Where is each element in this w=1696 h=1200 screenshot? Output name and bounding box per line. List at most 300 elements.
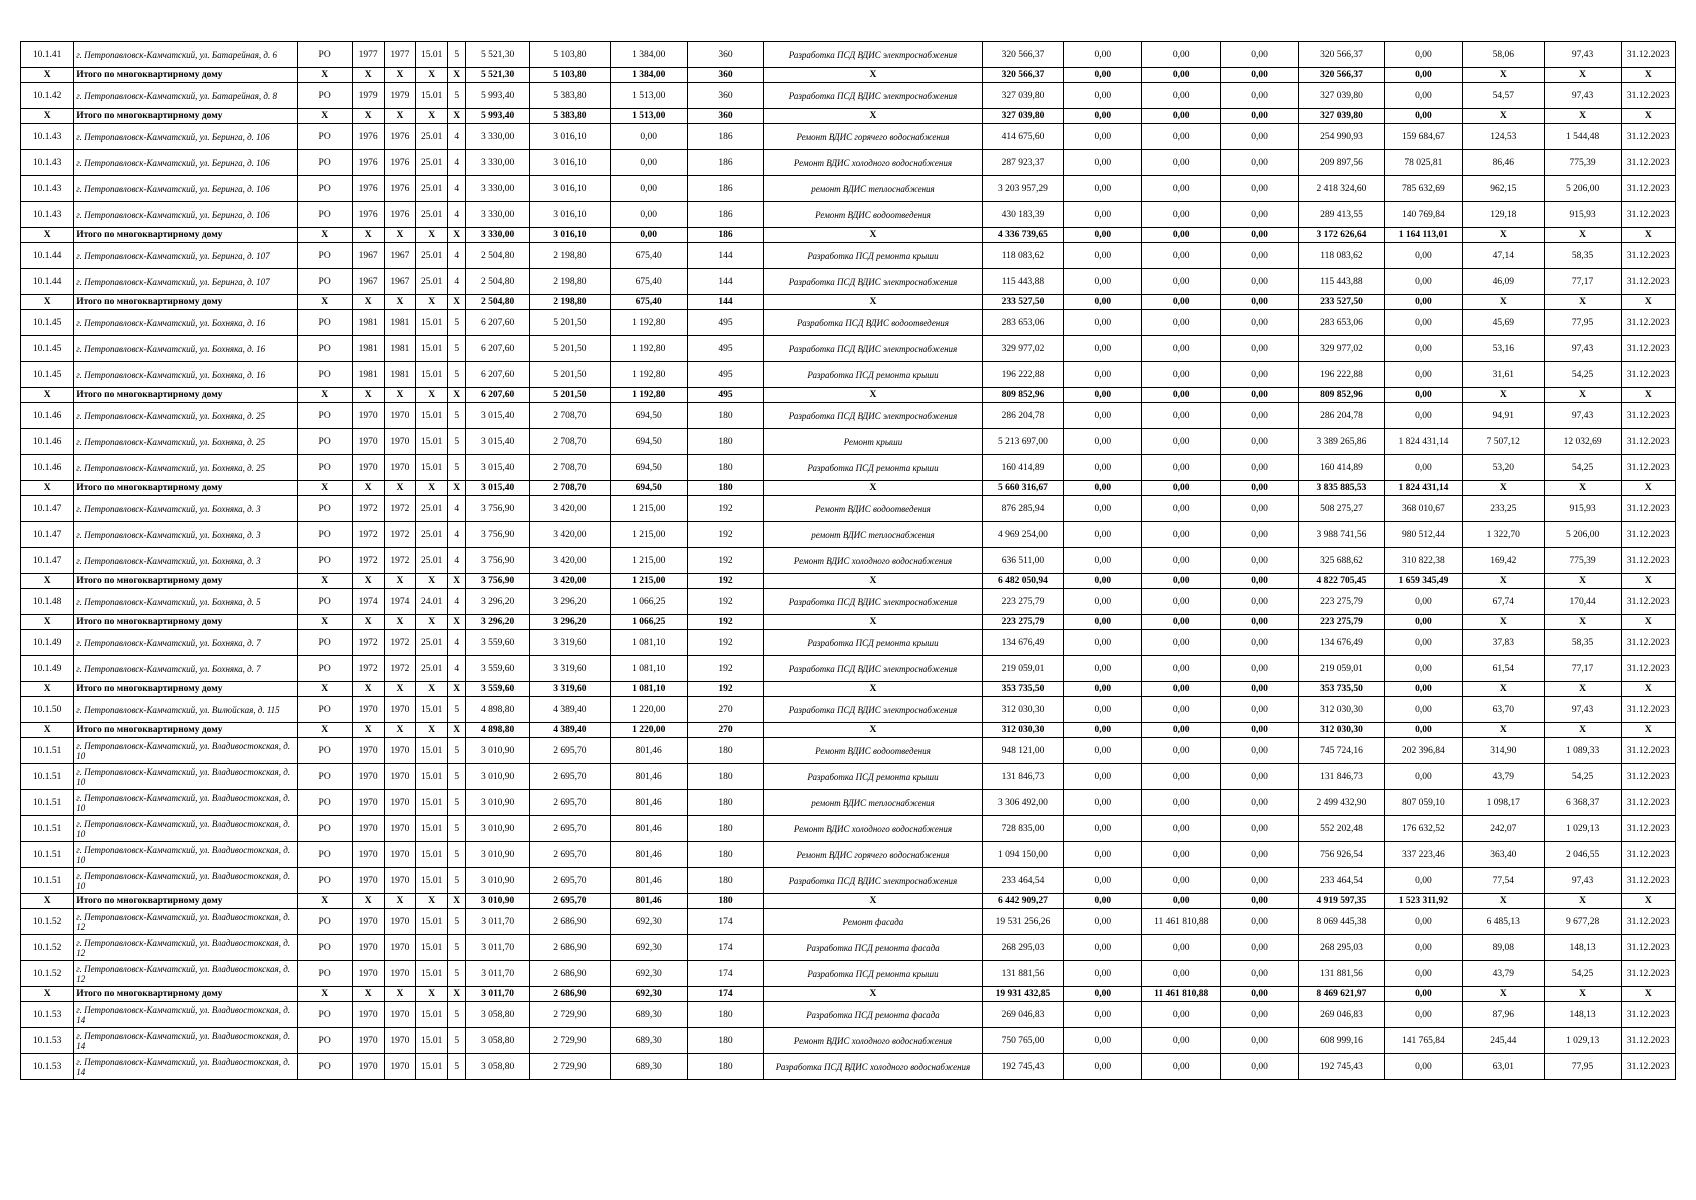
floors-cell: 4	[448, 150, 466, 176]
residents-cell: 360	[687, 109, 764, 124]
build-year-cell: 1972	[352, 496, 384, 522]
max-unit-cost-cell: 915,93	[1544, 202, 1621, 228]
total-area-cell: 3 010,90	[466, 894, 529, 909]
total-cost-cell: 19 531 256,26	[982, 909, 1064, 935]
floors-cell: 5	[448, 336, 466, 362]
owners-funds-cell: 327 039,80	[1298, 109, 1384, 124]
x-mark-cell: X	[448, 109, 466, 124]
residents-cell: 174	[687, 961, 764, 987]
owners-funds-cell: 4 919 597,35	[1298, 894, 1384, 909]
other-funds-cell: 0,00	[1384, 589, 1462, 615]
max-unit-cost-cell: 1 029,13	[1544, 1028, 1621, 1054]
living-area-cell: 2 198,80	[529, 269, 610, 295]
total-cost-cell: 268 295,03	[982, 935, 1064, 961]
fund-regional-cell: 0,00	[1142, 124, 1221, 150]
living-area-cell: 2 695,70	[529, 738, 610, 764]
address-cell: г. Петропавловск-Камчатский, ул. Бохняка, д. 3	[74, 548, 297, 574]
x-mark-cell: X	[764, 987, 982, 1002]
other-funds-cell: 0,00	[1384, 295, 1462, 310]
other-funds-cell: 141 765,84	[1384, 1028, 1462, 1054]
other-funds-cell: 0,00	[1384, 697, 1462, 723]
fund-local-cell: 0,00	[1221, 909, 1299, 935]
x-mark-cell: X	[384, 615, 416, 630]
commission-year-cell: 1970	[384, 909, 416, 935]
residents-cell: 360	[687, 83, 764, 109]
owners-funds-cell: 312 030,30	[1298, 697, 1384, 723]
residents-cell: 192	[687, 496, 764, 522]
total-area-cell: 3 559,60	[466, 682, 529, 697]
commission-year-cell: 1976	[384, 150, 416, 176]
work-type-cell: Разработка ПСД ВДИС электроснабжения	[764, 656, 982, 682]
unit-cost-cell: 962,15	[1462, 176, 1544, 202]
total-label-cell: Итого по многоквартирному дому	[74, 228, 297, 243]
fund-regional-cell: 0,00	[1142, 481, 1221, 496]
unit-cost-cell: 77,54	[1462, 868, 1544, 894]
address-cell: г. Петропавловск-Камчатский, ул. Беринга, д. 106	[74, 150, 297, 176]
row-number-cell: 10.1.44	[21, 269, 74, 295]
fund-federal-cell: 0,00	[1064, 481, 1142, 496]
address-cell: г. Петропавловск-Камчатский, ул. Бохняка, д. 16	[74, 310, 297, 336]
table-row	[21, 738, 1676, 764]
address-cell: г. Петропавловск-Камчатский, ул. Бохняка, д. 5	[74, 589, 297, 615]
owners-funds-cell: 131 881,56	[1298, 961, 1384, 987]
fund-federal-cell: 0,00	[1064, 83, 1142, 109]
unit-cost-cell: 1 098,17	[1462, 790, 1544, 816]
total-cost-cell: 192 745,43	[982, 1054, 1064, 1080]
fund-regional-cell: 0,00	[1142, 574, 1221, 589]
organization-cell: РО	[297, 124, 352, 150]
unit-cost-cell: 31,61	[1462, 362, 1544, 388]
owners-funds-cell: 254 990,93	[1298, 124, 1384, 150]
x-mark-cell: X	[416, 894, 448, 909]
register-grid	[20, 41, 1676, 1080]
row-number-cell: 10.1.53	[21, 1028, 74, 1054]
row-number-cell: 10.1.52	[21, 961, 74, 987]
total-cost-cell: 223 275,79	[982, 615, 1064, 630]
max-unit-cost-cell: 5 206,00	[1544, 176, 1621, 202]
deadline-cell: 31.12.2023	[1621, 150, 1675, 176]
max-unit-cost-cell: 148,13	[1544, 935, 1621, 961]
organization-cell: РО	[297, 362, 352, 388]
unit-cost-cell: 7 507,12	[1462, 429, 1544, 455]
deadline-cell: 31.12.2023	[1621, 842, 1675, 868]
x-mark-cell: X	[764, 295, 982, 310]
floors-cell: 4	[448, 243, 466, 269]
residents-cell: 180	[687, 764, 764, 790]
living-area-cell: 5 383,80	[529, 109, 610, 124]
total-area-cell: 3 756,90	[466, 574, 529, 589]
wall-material-cell: 25.01	[416, 522, 448, 548]
living-area-cell: 5 103,80	[529, 68, 610, 83]
fund-regional-cell: 0,00	[1142, 243, 1221, 269]
row-number-cell: 10.1.46	[21, 429, 74, 455]
x-mark-cell: X	[1462, 682, 1544, 697]
x-mark-cell: X	[1462, 723, 1544, 738]
organization-cell: РО	[297, 336, 352, 362]
organization-cell: РО	[297, 1028, 352, 1054]
x-mark-cell: X	[1462, 295, 1544, 310]
deadline-cell: 31.12.2023	[1621, 1028, 1675, 1054]
other-funds-cell: 159 684,67	[1384, 124, 1462, 150]
address-cell: г. Петропавловск-Камчатский, ул. Бохняка, д. 7	[74, 630, 297, 656]
commission-year-cell: 1970	[384, 1028, 416, 1054]
x-mark-cell: X	[21, 481, 74, 496]
living-area-cell: 2 695,70	[529, 764, 610, 790]
total-area-cell: 4 898,80	[466, 697, 529, 723]
build-year-cell: 1979	[352, 83, 384, 109]
floors-cell: 5	[448, 868, 466, 894]
wall-material-cell: 25.01	[416, 656, 448, 682]
common-area-cell: 801,46	[610, 842, 687, 868]
x-mark-cell: X	[384, 987, 416, 1002]
organization-cell: РО	[297, 548, 352, 574]
address-cell: г. Петропавловск-Камчатский, ул. Владивостокская, д. 10	[74, 842, 297, 868]
organization-cell: РО	[297, 630, 352, 656]
work-type-cell: Ремонт фасада	[764, 909, 982, 935]
capital-repair-register-table	[20, 41, 1676, 1080]
total-area-cell: 3 756,90	[466, 548, 529, 574]
total-area-cell: 3 330,00	[466, 202, 529, 228]
residents-cell: 495	[687, 310, 764, 336]
work-type-cell: Разработка ПСД ВДИС электроснабжения	[764, 868, 982, 894]
address-cell: г. Петропавловск-Камчатский, ул. Владивостокская, д. 10	[74, 790, 297, 816]
x-mark-cell: X	[297, 615, 352, 630]
floors-cell: 5	[448, 961, 466, 987]
owners-funds-cell: 131 846,73	[1298, 764, 1384, 790]
common-area-cell: 675,40	[610, 269, 687, 295]
x-mark-cell: X	[21, 615, 74, 630]
owners-funds-cell: 223 275,79	[1298, 589, 1384, 615]
organization-cell: РО	[297, 150, 352, 176]
total-area-cell: 3 015,40	[466, 429, 529, 455]
fund-local-cell: 0,00	[1221, 574, 1299, 589]
fund-federal-cell: 0,00	[1064, 656, 1142, 682]
x-mark-cell: X	[416, 388, 448, 403]
total-cost-cell: 269 046,83	[982, 1002, 1064, 1028]
x-mark-cell: X	[297, 894, 352, 909]
residents-cell: 144	[687, 295, 764, 310]
fund-federal-cell: 0,00	[1064, 894, 1142, 909]
total-area-cell: 3 011,70	[466, 987, 529, 1002]
table-row	[21, 697, 1676, 723]
fund-regional-cell: 0,00	[1142, 202, 1221, 228]
deadline-cell: 31.12.2023	[1621, 697, 1675, 723]
fund-local-cell: 0,00	[1221, 738, 1299, 764]
x-mark-cell: X	[21, 574, 74, 589]
max-unit-cost-cell: 148,13	[1544, 1002, 1621, 1028]
commission-year-cell: 1970	[384, 790, 416, 816]
total-area-cell: 6 207,60	[466, 388, 529, 403]
total-label-cell: Итого по многоквартирному дому	[74, 388, 297, 403]
deadline-cell: 31.12.2023	[1621, 868, 1675, 894]
build-year-cell: 1970	[352, 697, 384, 723]
total-cost-cell: 5 213 697,00	[982, 429, 1064, 455]
fund-regional-cell: 0,00	[1142, 630, 1221, 656]
x-mark-cell: X	[764, 723, 982, 738]
floors-cell: 5	[448, 816, 466, 842]
x-mark-cell: X	[764, 109, 982, 124]
deadline-cell: 31.12.2023	[1621, 202, 1675, 228]
x-mark-cell: X	[448, 295, 466, 310]
owners-funds-cell: 353 735,50	[1298, 682, 1384, 697]
fund-regional-cell: 0,00	[1142, 1002, 1221, 1028]
max-unit-cost-cell: 5 206,00	[1544, 522, 1621, 548]
work-type-cell: Ремонт ВДИС горячего водоснабжения	[764, 124, 982, 150]
fund-regional-cell: 0,00	[1142, 429, 1221, 455]
organization-cell: РО	[297, 310, 352, 336]
build-year-cell: 1970	[352, 1002, 384, 1028]
owners-funds-cell: 289 413,55	[1298, 202, 1384, 228]
x-mark-cell: X	[1544, 723, 1621, 738]
owners-funds-cell: 320 566,37	[1298, 68, 1384, 83]
fund-federal-cell: 0,00	[1064, 336, 1142, 362]
living-area-cell: 4 389,40	[529, 697, 610, 723]
fund-federal-cell: 0,00	[1064, 738, 1142, 764]
total-cost-cell: 286 204,78	[982, 403, 1064, 429]
row-number-cell: 10.1.49	[21, 630, 74, 656]
max-unit-cost-cell: 54,25	[1544, 362, 1621, 388]
x-mark-cell: X	[1462, 228, 1544, 243]
common-area-cell: 1 192,80	[610, 310, 687, 336]
row-number-cell: 10.1.51	[21, 738, 74, 764]
total-cost-cell: 750 765,00	[982, 1028, 1064, 1054]
common-area-cell: 1 513,00	[610, 109, 687, 124]
total-label-cell: Итого по многоквартирному дому	[74, 894, 297, 909]
max-unit-cost-cell: 97,43	[1544, 42, 1621, 68]
owners-funds-cell: 8 469 621,97	[1298, 987, 1384, 1002]
x-mark-cell: X	[1544, 481, 1621, 496]
fund-regional-cell: 0,00	[1142, 935, 1221, 961]
residents-cell: 144	[687, 243, 764, 269]
total-cost-cell: 131 846,73	[982, 764, 1064, 790]
deadline-cell: 31.12.2023	[1621, 269, 1675, 295]
total-area-cell: 3 330,00	[466, 228, 529, 243]
commission-year-cell: 1972	[384, 630, 416, 656]
living-area-cell: 2 686,90	[529, 909, 610, 935]
x-mark-cell: X	[297, 228, 352, 243]
fund-federal-cell: 0,00	[1064, 68, 1142, 83]
other-funds-cell: 0,00	[1384, 935, 1462, 961]
total-cost-cell: 287 923,37	[982, 150, 1064, 176]
deadline-cell: 31.12.2023	[1621, 589, 1675, 615]
other-funds-cell: 0,00	[1384, 455, 1462, 481]
build-year-cell: 1970	[352, 868, 384, 894]
fund-regional-cell: 0,00	[1142, 295, 1221, 310]
floors-cell: 5	[448, 842, 466, 868]
residents-cell: 192	[687, 589, 764, 615]
wall-material-cell: 15.01	[416, 764, 448, 790]
organization-cell: РО	[297, 589, 352, 615]
fund-federal-cell: 0,00	[1064, 42, 1142, 68]
deadline-cell: 31.12.2023	[1621, 176, 1675, 202]
total-label-cell: Итого по многоквартирному дому	[74, 295, 297, 310]
fund-federal-cell: 0,00	[1064, 109, 1142, 124]
fund-local-cell: 0,00	[1221, 961, 1299, 987]
x-mark-cell: X	[1462, 894, 1544, 909]
owners-funds-cell: 320 566,37	[1298, 42, 1384, 68]
unit-cost-cell: 63,70	[1462, 697, 1544, 723]
fund-federal-cell: 0,00	[1064, 522, 1142, 548]
x-mark-cell: X	[448, 682, 466, 697]
other-funds-cell: 0,00	[1384, 68, 1462, 83]
x-mark-cell: X	[1544, 68, 1621, 83]
common-area-cell: 689,30	[610, 1054, 687, 1080]
row-number-cell: 10.1.43	[21, 202, 74, 228]
fund-federal-cell: 0,00	[1064, 987, 1142, 1002]
deadline-cell: 31.12.2023	[1621, 548, 1675, 574]
fund-federal-cell: 0,00	[1064, 362, 1142, 388]
table-row	[21, 429, 1676, 455]
residents-cell: 192	[687, 656, 764, 682]
common-area-cell: 1 384,00	[610, 68, 687, 83]
common-area-cell: 801,46	[610, 764, 687, 790]
table-row	[21, 269, 1676, 295]
wall-material-cell: 15.01	[416, 403, 448, 429]
fund-federal-cell: 0,00	[1064, 455, 1142, 481]
fund-local-cell: 0,00	[1221, 816, 1299, 842]
residents-cell: 180	[687, 1002, 764, 1028]
wall-material-cell: 15.01	[416, 738, 448, 764]
max-unit-cost-cell: 12 032,69	[1544, 429, 1621, 455]
build-year-cell: 1981	[352, 310, 384, 336]
x-mark-cell: X	[764, 228, 982, 243]
commission-year-cell: 1970	[384, 816, 416, 842]
living-area-cell: 2 708,70	[529, 429, 610, 455]
unit-cost-cell: 242,07	[1462, 816, 1544, 842]
x-mark-cell: X	[1544, 574, 1621, 589]
fund-local-cell: 0,00	[1221, 124, 1299, 150]
fund-regional-cell: 0,00	[1142, 961, 1221, 987]
total-area-cell: 3 058,80	[466, 1028, 529, 1054]
fund-regional-cell: 0,00	[1142, 403, 1221, 429]
living-area-cell: 2 198,80	[529, 243, 610, 269]
max-unit-cost-cell: 1 544,48	[1544, 124, 1621, 150]
x-mark-cell: X	[764, 481, 982, 496]
living-area-cell: 2 695,70	[529, 816, 610, 842]
table-row	[21, 909, 1676, 935]
fund-local-cell: 0,00	[1221, 83, 1299, 109]
fund-federal-cell: 0,00	[1064, 816, 1142, 842]
floors-cell: 4	[448, 269, 466, 295]
work-type-cell: Ремонт ВДИС холодного водоснабжения	[764, 816, 982, 842]
fund-local-cell: 0,00	[1221, 589, 1299, 615]
commission-year-cell: 1976	[384, 202, 416, 228]
common-area-cell: 1 215,00	[610, 548, 687, 574]
wall-material-cell: 15.01	[416, 935, 448, 961]
row-number-cell: 10.1.51	[21, 842, 74, 868]
deadline-cell: 31.12.2023	[1621, 336, 1675, 362]
commission-year-cell: 1972	[384, 656, 416, 682]
other-funds-cell: 0,00	[1384, 1054, 1462, 1080]
build-year-cell: 1972	[352, 656, 384, 682]
max-unit-cost-cell: 170,44	[1544, 589, 1621, 615]
owners-funds-cell: 209 897,56	[1298, 150, 1384, 176]
deadline-cell: 31.12.2023	[1621, 310, 1675, 336]
row-number-cell: 10.1.42	[21, 83, 74, 109]
residents-cell: 192	[687, 630, 764, 656]
other-funds-cell: 0,00	[1384, 243, 1462, 269]
max-unit-cost-cell: 2 046,55	[1544, 842, 1621, 868]
fund-local-cell: 0,00	[1221, 723, 1299, 738]
row-number-cell: 10.1.52	[21, 909, 74, 935]
address-cell: г. Петропавловск-Камчатский, ул. Батарейная, д. 6	[74, 42, 297, 68]
owners-funds-cell: 286 204,78	[1298, 403, 1384, 429]
owners-funds-cell: 312 030,30	[1298, 723, 1384, 738]
x-mark-cell: X	[1462, 388, 1544, 403]
row-number-cell: 10.1.49	[21, 656, 74, 682]
house-total-row	[21, 894, 1676, 909]
fund-federal-cell: 0,00	[1064, 1028, 1142, 1054]
work-type-cell: Разработка ПСД ВДИС электроснабжения	[764, 589, 982, 615]
common-area-cell: 1 192,80	[610, 388, 687, 403]
deadline-cell: 31.12.2023	[1621, 630, 1675, 656]
owners-funds-cell: 329 977,02	[1298, 336, 1384, 362]
x-mark-cell: X	[297, 388, 352, 403]
x-mark-cell: X	[352, 615, 384, 630]
x-mark-cell: X	[448, 987, 466, 1002]
fund-local-cell: 0,00	[1221, 764, 1299, 790]
floors-cell: 5	[448, 42, 466, 68]
commission-year-cell: 1979	[384, 83, 416, 109]
residents-cell: 180	[687, 842, 764, 868]
wall-material-cell: 25.01	[416, 243, 448, 269]
total-cost-cell: 327 039,80	[982, 83, 1064, 109]
residents-cell: 180	[687, 868, 764, 894]
x-mark-cell: X	[21, 723, 74, 738]
wall-material-cell: 25.01	[416, 202, 448, 228]
fund-federal-cell: 0,00	[1064, 496, 1142, 522]
unit-cost-cell: 61,54	[1462, 656, 1544, 682]
commission-year-cell: 1970	[384, 455, 416, 481]
address-cell: г. Петропавловск-Камчатский, ул. Батарейная, д. 8	[74, 83, 297, 109]
unit-cost-cell: 47,14	[1462, 243, 1544, 269]
total-cost-cell: 312 030,30	[982, 723, 1064, 738]
wall-material-cell: 15.01	[416, 1054, 448, 1080]
owners-funds-cell: 2 499 432,90	[1298, 790, 1384, 816]
owners-funds-cell: 196 222,88	[1298, 362, 1384, 388]
floors-cell: 5	[448, 362, 466, 388]
row-number-cell: 10.1.46	[21, 403, 74, 429]
unit-cost-cell: 89,08	[1462, 935, 1544, 961]
total-label-cell: Итого по многоквартирному дому	[74, 723, 297, 738]
work-type-cell: ремонт ВДИС теплоснабжения	[764, 790, 982, 816]
table-row	[21, 1028, 1676, 1054]
owners-funds-cell: 8 069 445,38	[1298, 909, 1384, 935]
x-mark-cell: X	[1621, 894, 1675, 909]
owners-funds-cell: 3 172 626,64	[1298, 228, 1384, 243]
total-area-cell: 3 010,90	[466, 738, 529, 764]
residents-cell: 180	[687, 1028, 764, 1054]
fund-local-cell: 0,00	[1221, 42, 1299, 68]
fund-regional-cell: 0,00	[1142, 589, 1221, 615]
x-mark-cell: X	[416, 615, 448, 630]
house-total-row	[21, 68, 1676, 83]
residents-cell: 174	[687, 935, 764, 961]
common-area-cell: 1 384,00	[610, 42, 687, 68]
total-cost-cell: 115 443,88	[982, 269, 1064, 295]
fund-regional-cell: 0,00	[1142, 269, 1221, 295]
residents-cell: 180	[687, 1054, 764, 1080]
commission-year-cell: 1970	[384, 935, 416, 961]
table-row	[21, 176, 1676, 202]
address-cell: г. Петропавловск-Камчатский, ул. Бохняка, д. 3	[74, 522, 297, 548]
wall-material-cell: 15.01	[416, 83, 448, 109]
common-area-cell: 1 081,10	[610, 630, 687, 656]
table-row	[21, 455, 1676, 481]
x-mark-cell: X	[416, 574, 448, 589]
commission-year-cell: 1970	[384, 429, 416, 455]
row-number-cell: 10.1.51	[21, 790, 74, 816]
